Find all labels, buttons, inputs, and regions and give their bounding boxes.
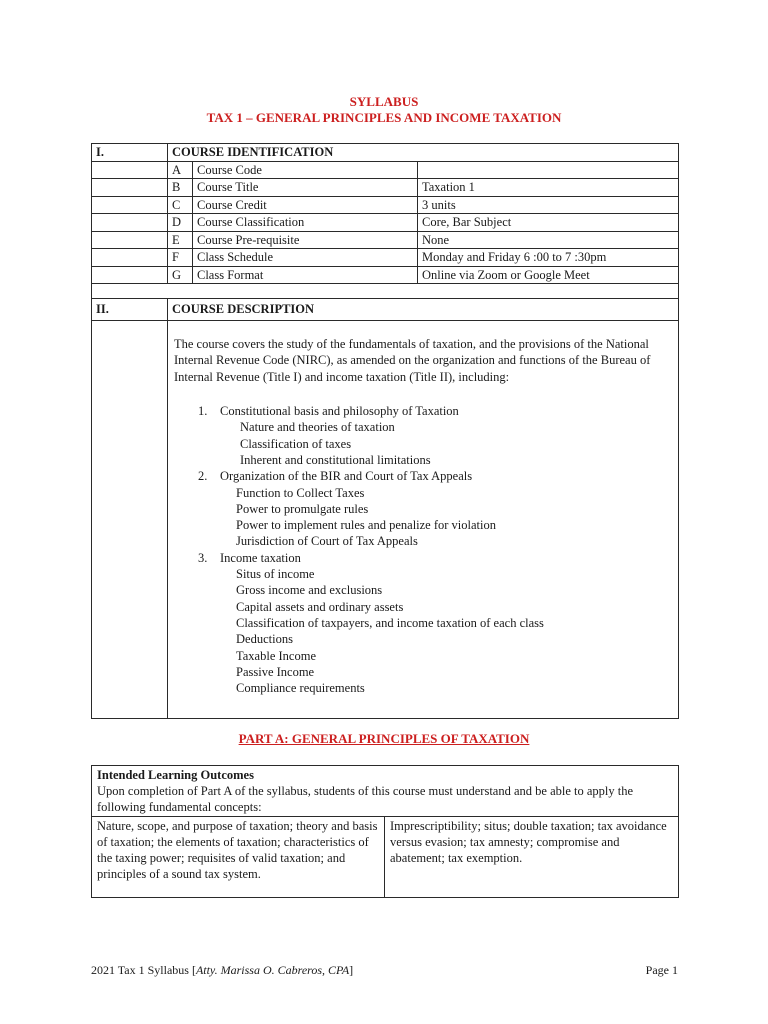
row-value: Core, Bar Subject bbox=[418, 214, 679, 232]
course-description-row bbox=[92, 321, 679, 719]
row-label: Course Classification bbox=[193, 214, 418, 232]
description-paragraph: The course covers the study of the fundamentals of taxation, and the provisions of the National Internal Revenue Code (NIRC), as amended on the organization and functions of the Bureau of Internal Revenue (Title I) and income taxation (Title II), including: bbox=[174, 337, 651, 384]
section-2-header bbox=[92, 299, 679, 321]
part-a-title: PART A: GENERAL PRINCIPLES OF TAXATION bbox=[238, 731, 530, 746]
section-2-number: II. bbox=[92, 299, 168, 321]
row-label: Course Code bbox=[193, 161, 418, 179]
row-value: 3 units bbox=[418, 196, 679, 214]
list-subitem: Passive Income bbox=[236, 664, 315, 679]
table-row bbox=[92, 214, 679, 232]
list-subitem: Function to Collect Taxes bbox=[236, 485, 365, 500]
list-subitem: Gross income and exclusions bbox=[236, 583, 383, 598]
table-row bbox=[92, 196, 679, 214]
table-row bbox=[92, 249, 679, 267]
row-value: Monday and Friday 6 :00 to 7 :30pm bbox=[418, 249, 679, 267]
row-letter: C bbox=[168, 196, 193, 214]
ilo-header-cell bbox=[92, 766, 679, 817]
row-letter: B bbox=[168, 179, 193, 197]
row-label: Course Pre-requisite bbox=[193, 231, 418, 249]
table-row bbox=[92, 231, 679, 249]
table-row bbox=[92, 179, 679, 197]
list-subitem: Power to implement rules and penalize for violation bbox=[236, 518, 496, 533]
document-title: SYLLABUS bbox=[349, 94, 419, 109]
course-description bbox=[168, 321, 679, 719]
footer-author: Atty. Marissa O. Cabreros, CPA bbox=[195, 963, 350, 977]
syllabus-table bbox=[91, 143, 679, 719]
ilo-concepts-left: Nature, scope, and purpose of taxation; theory and basis of taxation; the elements of taxation; characteristics of the taxing power; requisites of valid taxation; and principles of a sound tax system. bbox=[92, 817, 385, 898]
list-subitem: Capital assets and ordinary assets bbox=[236, 599, 404, 614]
list-subitem: Power to promulgate rules bbox=[236, 501, 369, 516]
page-number: Page 1 bbox=[645, 963, 678, 977]
list-subitem: Nature and theories of taxation bbox=[240, 420, 395, 435]
footer-left: 2021 Tax 1 Syllabus [Atty. Marissa O. Cabreros, CPA] bbox=[91, 963, 354, 977]
list-subitem: Jurisdiction of Court of Tax Appeals bbox=[236, 534, 418, 549]
list-subitem: Situs of income bbox=[236, 567, 315, 581]
section-1-heading: COURSE IDENTIFICATION bbox=[168, 144, 679, 162]
list-subitem: Taxable Income bbox=[236, 648, 316, 663]
table-row bbox=[92, 266, 679, 284]
list-subitem: Inherent and constitutional limitations bbox=[240, 452, 431, 467]
row-value: Taxation 1 bbox=[418, 179, 679, 197]
row-letter: F bbox=[168, 249, 193, 267]
ilo-text: Upon completion of Part A of the syllabus, students of this course must understand and be able to apply the following fundamental concepts: bbox=[97, 784, 634, 814]
table-row bbox=[92, 161, 679, 179]
row-value: Online via Zoom or Google Meet bbox=[418, 266, 679, 284]
row-letter: E bbox=[168, 231, 193, 249]
section-2-heading: COURSE DESCRIPTION bbox=[168, 299, 679, 321]
list-subitem: Compliance requirements bbox=[236, 681, 365, 696]
document-subtitle: TAX 1 – GENERAL PRINCIPLES AND INCOME TAXATION bbox=[206, 110, 562, 125]
list-subitem: Deductions bbox=[236, 632, 293, 647]
row-label: Class Format bbox=[193, 266, 418, 284]
row-letter: G bbox=[168, 266, 193, 284]
section-1-number: I. bbox=[92, 144, 168, 162]
row-label: Course Credit bbox=[193, 196, 418, 214]
row-label: Course Title bbox=[193, 179, 418, 197]
ilo-concepts-right: Imprescriptibility; situs; double taxation; tax avoidance versus evasion; tax amnesty; compromise and abatement; tax exemption. bbox=[385, 817, 679, 898]
learning-outcomes-table bbox=[91, 765, 679, 898]
section-1-header bbox=[92, 144, 679, 162]
row-label: Class Schedule bbox=[193, 249, 418, 267]
row-value: None bbox=[418, 231, 679, 249]
row-value bbox=[418, 161, 679, 179]
ilo-heading: Intended Learning Outcomes bbox=[97, 768, 254, 782]
list-subitem: Classification of taxes bbox=[240, 436, 352, 451]
row-letter: A bbox=[168, 161, 193, 179]
list-subitem: Classification of taxpayers, and income taxation of each class bbox=[236, 615, 544, 630]
spacer-row bbox=[92, 284, 679, 299]
row-letter: D bbox=[168, 214, 193, 232]
list-item: 3. Income taxation bbox=[198, 550, 301, 565]
list-item: 1. Constitutional basis and philosophy of Taxation bbox=[198, 404, 459, 418]
list-item: 2. Organization of the BIR and Court of Tax Appeals bbox=[198, 469, 473, 484]
